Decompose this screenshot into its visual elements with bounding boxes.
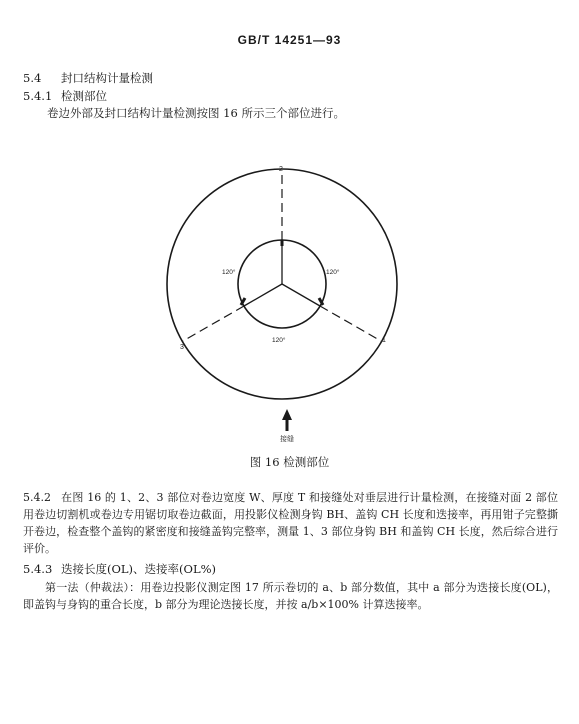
angle-left-label: 120° [222, 269, 236, 276]
point-3-label: 3 [180, 344, 184, 351]
point-2-label: 2 [279, 166, 283, 173]
section-title: 迭接长度(OL)、迭接率(OL%) [61, 562, 217, 576]
section-title: 封口结构计量检测 [61, 71, 153, 85]
section-5-4-3-text: 第一法（仲裁法）：用卷边投影仪测定图 17 所示卷切的 a、b 部分数值，其中 a 部分为迭接长度(OL)，即盖钩与身钩的重合长度，b 部分为理论迭接长度，并按 a/b×100% 计算迭接率。 [23, 581, 558, 611]
figure-caption: 图 16 检测部位 [249, 455, 330, 469]
angle-right-label: 120° [326, 269, 340, 276]
seam-arrow-icon [282, 409, 292, 431]
angle-bottom-label: 120° [272, 337, 286, 344]
standard-number-header: GB/T 14251—93 [237, 33, 342, 47]
point-1-label: 1 [382, 337, 386, 344]
section-5-4-1-text: 卷边外部及封口结构计量检测按图 16 所示三个部位进行。 [47, 106, 345, 120]
seam-label: 接缝 [280, 436, 294, 443]
section-text: 在图 16 的 1、2、3 部位对卷边宽度 W、厚度 T 和接缝处对垂层进行计量检测，在接缝对面 2 部位用卷边切割机或卷边专用锯切取卷边截面，用投影仪检测身钩 BH、盖钩 CH 长度和迭接率，再用钳子完整撕开卷边，检查整个盖钩的紧密度和接缝盖钩完整率，测量 1、3 部位身钩 BH 和盖钩 CH 长度，然后综合进行评价。 [23, 491, 558, 555]
section-number: 5.4.3 [23, 562, 53, 576]
section-number: 5.4.1 [23, 89, 53, 103]
section-5-4-2-paragraph [23, 489, 558, 557]
section-5-4-3-heading [23, 561, 216, 577]
section-number: 5.4.2 [23, 491, 51, 504]
section-title: 检测部位 [61, 89, 107, 103]
section-number: 5.4 [23, 71, 42, 85]
